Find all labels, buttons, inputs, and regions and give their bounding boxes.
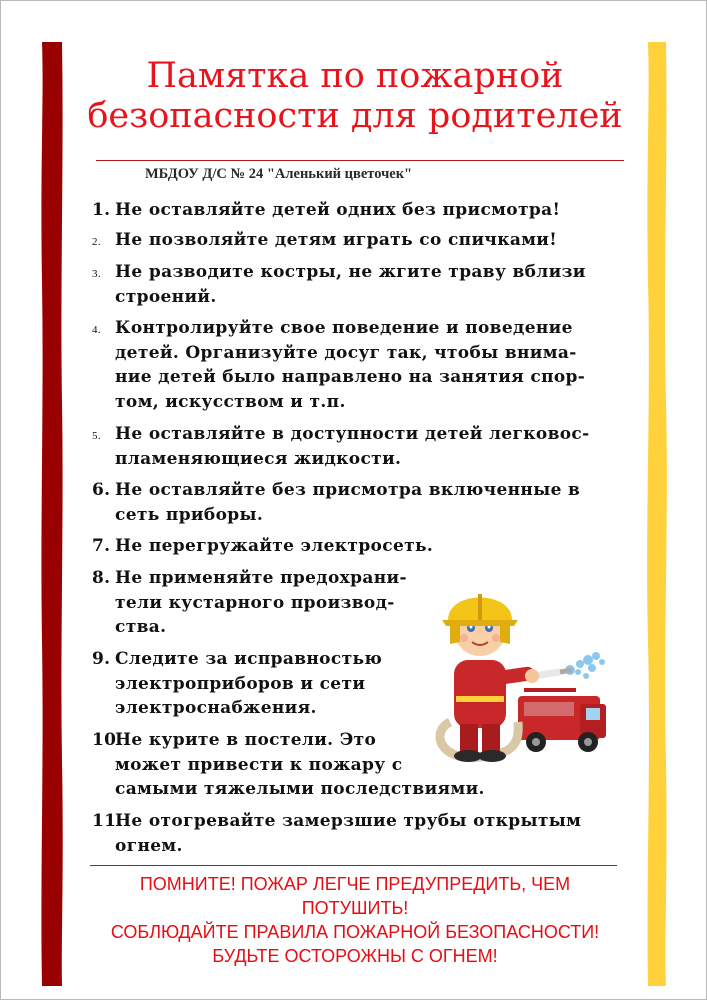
item-text: Не позволяйте детям играть со спичками! — [115, 230, 558, 250]
reminder-line: СОБЛЮДАЙТЕ ПРАВИЛА ПОЖАРНОЙ БЕЗОПАСНОСТИ! — [110, 922, 600, 942]
item-text: Не применяйте предохрани- — [115, 568, 407, 588]
item-text: ние детей было направлено на занятия спор- — [115, 367, 586, 387]
item-text: Не разводите костры, не жгите траву вблизи — [115, 262, 586, 282]
list-item — [92, 534, 612, 559]
item-text: Не отогревайте замерзшие трубы открытым — [115, 811, 582, 831]
item-text: самыми тяжелыми последствиями. — [115, 779, 485, 799]
item-text: электроснабжения. — [115, 698, 317, 718]
item-text: Не оставляйте в доступности детей легковос- — [115, 424, 590, 444]
item-text: детей. Организуйте досуг так, чтобы внима- — [115, 342, 577, 363]
item-text: Не курите в постели. Это — [115, 730, 377, 750]
item-text: Не оставляйте детей одних без присмотра! — [115, 200, 561, 220]
left-decorative-bar — [40, 42, 64, 986]
reminder-line: ПОТУШИТЬ! — [301, 898, 409, 918]
item-number: 9. — [92, 649, 111, 669]
item-number: 4. — [92, 324, 101, 336]
item-text: электроприборов и сети — [115, 673, 366, 694]
item-number: 5. — [92, 430, 101, 442]
list-item — [92, 422, 612, 471]
list-item — [92, 316, 612, 414]
page-title — [70, 56, 640, 136]
item-text: огнем. — [115, 835, 183, 856]
item-text: Не перегружайте электросеть. — [115, 536, 434, 556]
fireman-illustration — [420, 572, 620, 772]
divider — [90, 865, 617, 866]
list-item — [92, 228, 612, 253]
item-text: сеть приборы. — [115, 504, 264, 525]
item-text: тели кустарного производ- — [115, 592, 395, 613]
institution-name: МБДОУ Д/С № 24 "Аленький цветочек" — [145, 166, 413, 182]
item-text: Следите за исправностью — [115, 649, 383, 669]
item-text: пламеняющиеся жидкости. — [115, 448, 402, 469]
title-line: безопасности для родителей — [87, 96, 623, 136]
item-number: 11. — [92, 811, 123, 831]
title-line: Памятка по пожарной — [146, 56, 564, 96]
item-number: 6. — [92, 480, 111, 500]
item-number: 1. — [92, 200, 111, 220]
item-number: 10. — [92, 730, 123, 750]
item-number: 8. — [92, 568, 111, 588]
item-number: 7. — [92, 536, 111, 556]
item-text: Контролируйте свое поведение и поведение — [115, 318, 573, 338]
list-item — [92, 198, 612, 223]
item-text: строений. — [115, 286, 217, 307]
right-decorative-bar — [646, 42, 668, 986]
list-item — [92, 260, 612, 309]
reminder-line: БУДЬТЕ ОСТОРОЖНЫ С ОГНЕМ! — [212, 946, 498, 966]
divider — [96, 160, 624, 161]
list-item — [92, 809, 612, 858]
item-number: 3. — [92, 268, 101, 280]
item-text: может привести к пожару с — [115, 754, 403, 775]
item-text: ства. — [115, 617, 167, 637]
reminder-line: ПОМНИТЕ! ПОЖАР ЛЕГЧЕ ПРЕДУПРЕДИТЬ, ЧЕМ — [139, 874, 571, 894]
item-number: 2. — [92, 236, 101, 248]
item-text: том, искусством и т.п. — [115, 391, 346, 412]
item-text: Не оставляйте без присмотра включенные в — [115, 480, 581, 500]
list-item — [92, 478, 612, 527]
